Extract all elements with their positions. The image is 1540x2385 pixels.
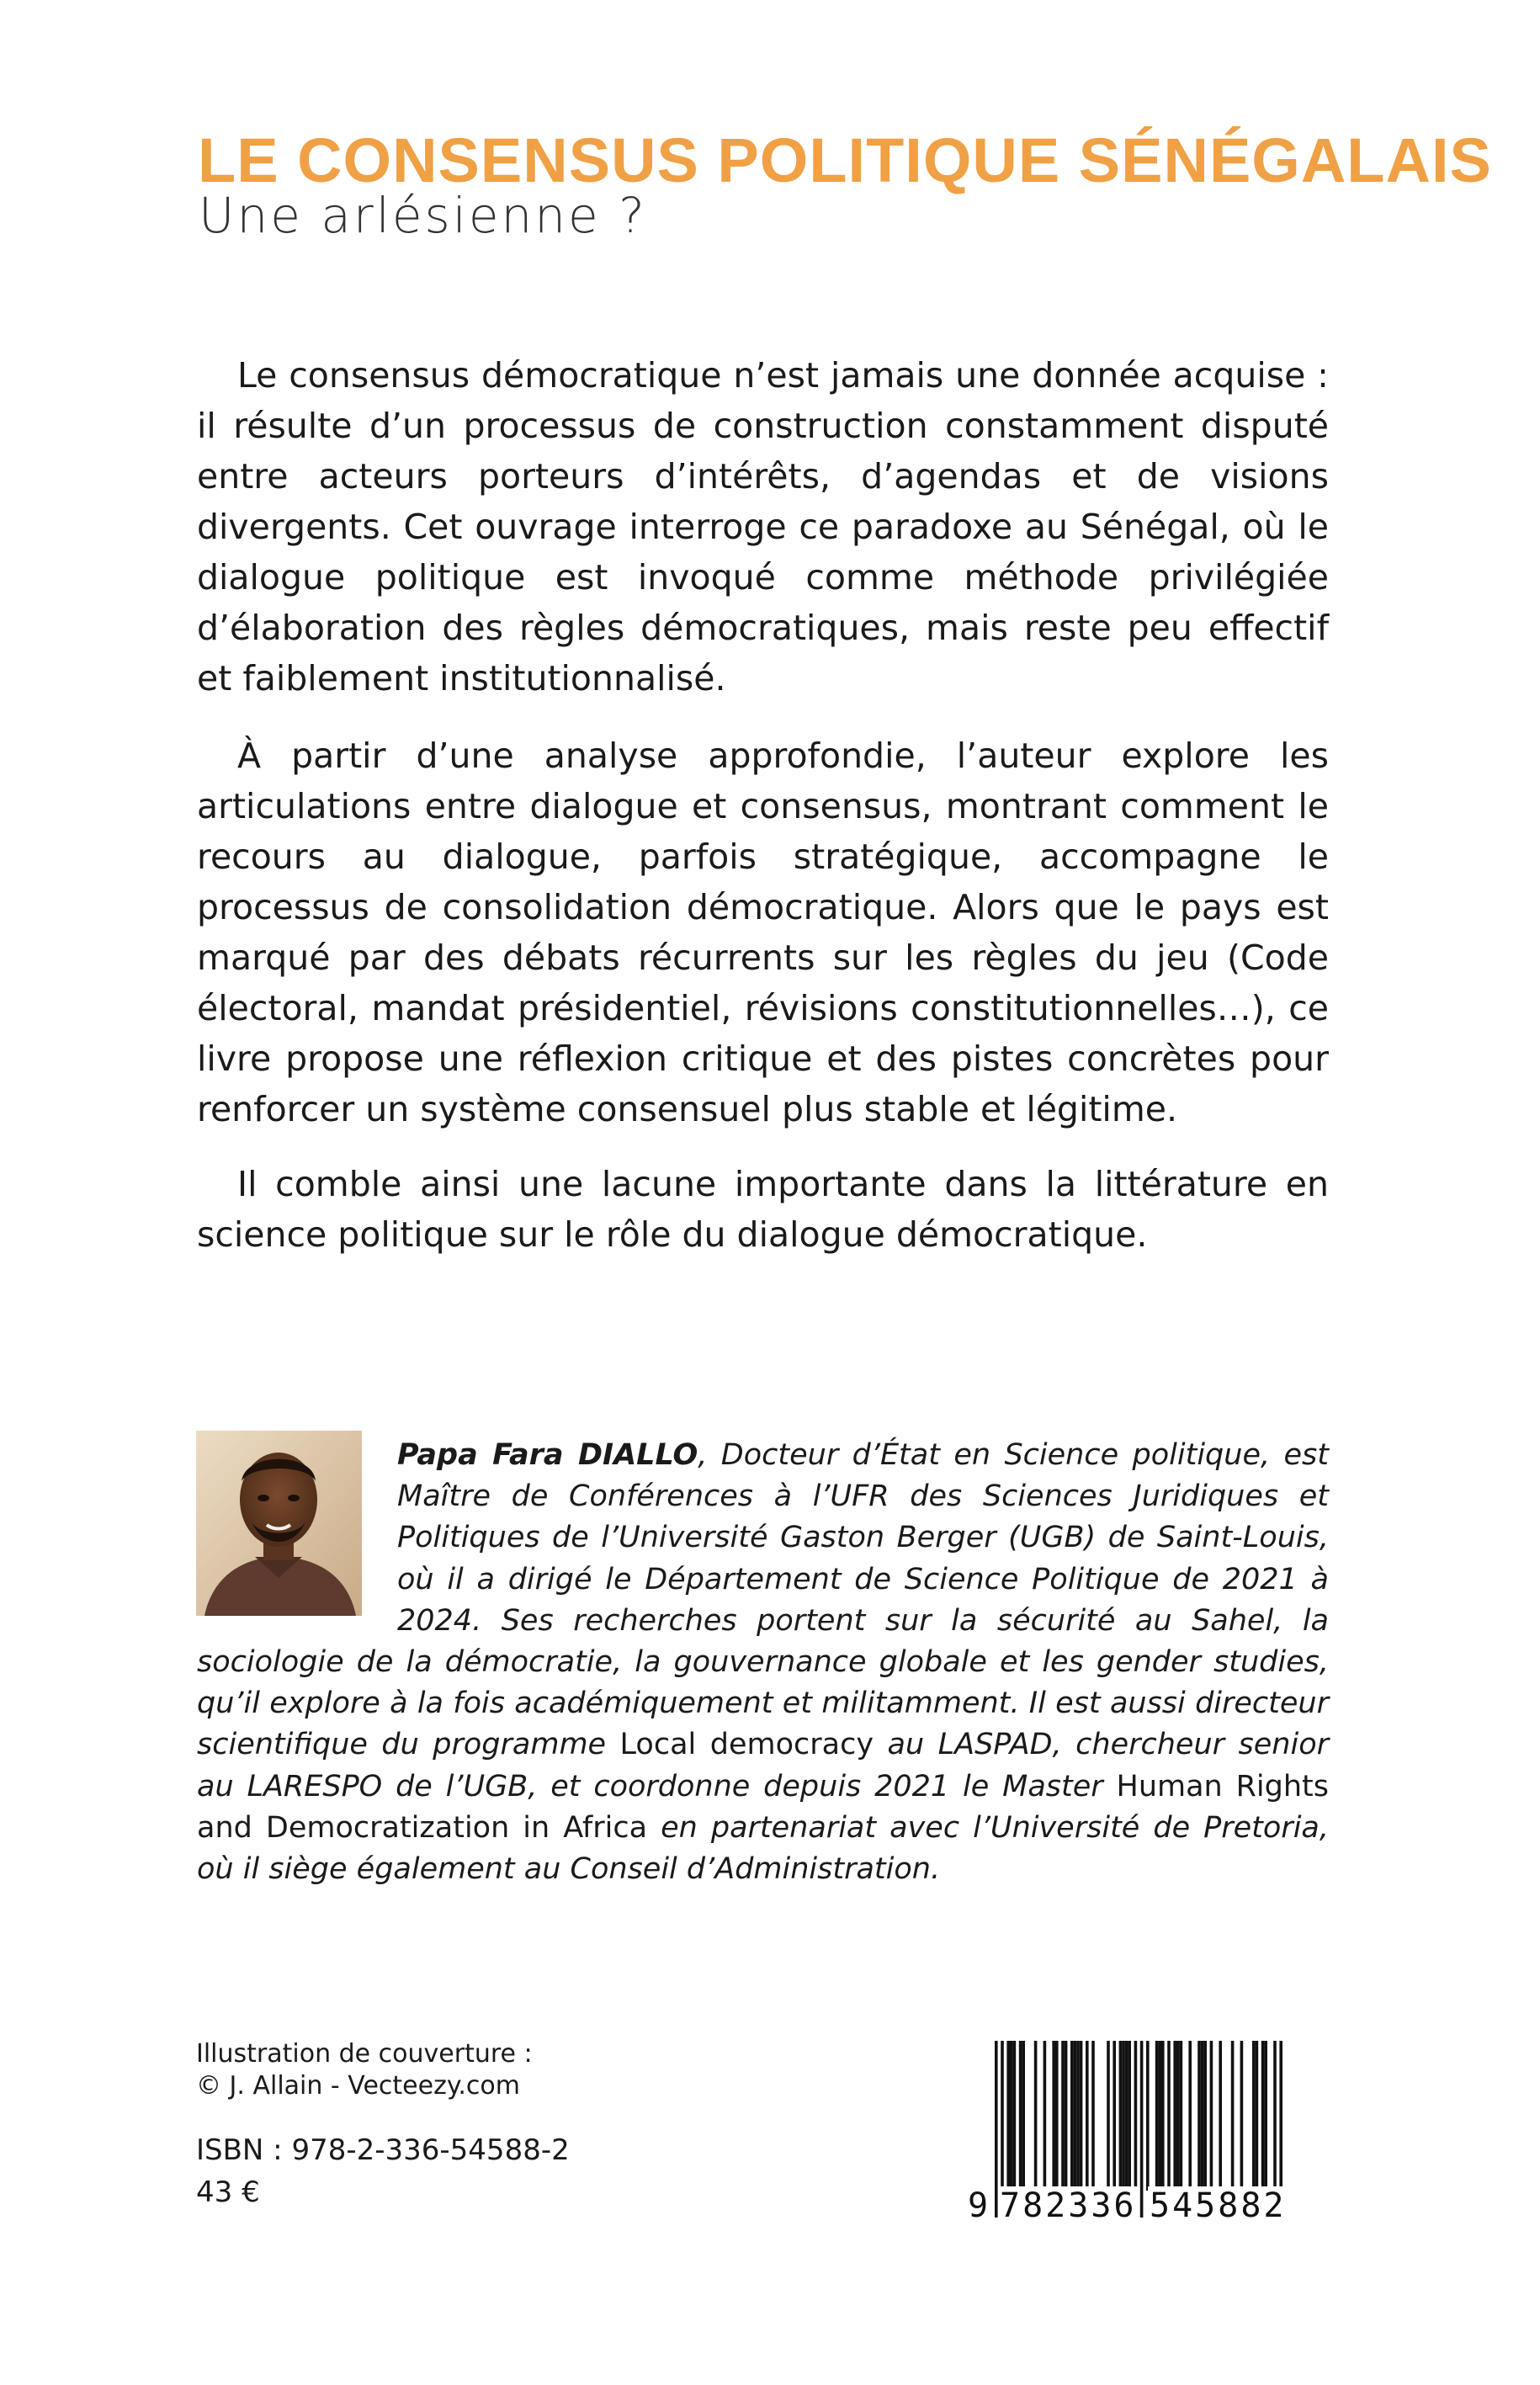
barcode-bar xyxy=(1176,2041,1180,2191)
author-bio-text: , Docteur d’État en Science politique, est Maître de Conférences à l’UFR des Sciences Juridiques et Politiques de l’Université Gaston Berger (UGB) de Saint-Louis, où il a dirigé le Département de Science Politique de 2021 à 2024. Ses recherches portent sur la sécurité au Sahel, la sociologie de la démocratie, la gouvernance globale et les gender studies, qu’il explore à la fois académiquement et militamment. Il est aussi directeur scientifique du programme xyxy=(197,1438,1329,1762)
program-name: Local democracy xyxy=(619,1728,874,1762)
barcode-bar xyxy=(1203,2041,1207,2191)
barcode-bar xyxy=(1188,2041,1192,2191)
barcode-bar xyxy=(1261,2041,1265,2191)
program-name: Human Rights and Democratization in Africa xyxy=(197,1769,1329,1845)
barcode-left-group: 782336 xyxy=(1000,2186,1137,2225)
barcode-bar xyxy=(1070,2041,1074,2191)
barcode-bar xyxy=(1155,2041,1159,2191)
barcode-bar xyxy=(1197,2041,1201,2191)
price: 43 € xyxy=(196,2175,260,2209)
barcode-bar xyxy=(1013,2041,1017,2191)
barcode-bar xyxy=(1146,2041,1150,2191)
barcode-bar xyxy=(1043,2041,1047,2191)
barcode-bar xyxy=(1019,2041,1022,2191)
blurb-paragraph: Le consensus démocratique n’est jamais une donnée acquise : il résulte d’un processus de construction constamment disputé entre acteurs porteurs d’intérêts, d’agendas et de visions divergents. Cet ouvrage interroge ce paradoxe au Sénégal, où le dialogue politique est invoqué comme méthode privilégiée d’élaboration des règles démocratiques, mais reste peu effectif et faiblement institutionnalisé. xyxy=(197,355,1329,699)
barcode-bar xyxy=(1240,2041,1244,2191)
barcode-bar xyxy=(1252,2041,1256,2191)
isbn-block xyxy=(196,2129,570,2213)
barcode-bar xyxy=(1006,2041,1010,2191)
barcode-bar xyxy=(1080,2041,1083,2191)
barcode-bar xyxy=(1034,2041,1038,2191)
barcode-bar xyxy=(1074,2041,1077,2191)
barcode-bar xyxy=(1161,2041,1165,2191)
barcode-bar xyxy=(1173,2041,1176,2191)
barcode-bar xyxy=(1125,2041,1128,2191)
barcode-bar xyxy=(1119,2041,1123,2191)
barcode-bar xyxy=(1122,2041,1125,2191)
author-bio-text: en partenariat avec l’Université de Pretoria, où il siège également au Conseil d’Administration. xyxy=(197,1810,1329,1887)
barcode-bar xyxy=(1201,2041,1204,2191)
barcode-bar xyxy=(1065,2041,1068,2191)
barcode-bar xyxy=(1076,2041,1080,2191)
barcode-first-digit: 9 xyxy=(968,2186,989,2225)
author-name: Papa Fara DIALLO xyxy=(397,1438,698,1472)
author-bio-text: au LASPAD, chercheur senior au LARESPO de l’UGB, et coordonne depuis 2021 le Master xyxy=(197,1728,1329,1803)
isbn-number: ISBN : 978-2-336-54588-2 xyxy=(196,2133,570,2167)
barcode-bar xyxy=(1219,2041,1222,2191)
barcode-bar xyxy=(1180,2041,1183,2191)
blurb-paragraph: Il comble ainsi une lacune importante dans la littérature en science politique sur le rôle du dialogue démocratique. xyxy=(197,1164,1329,1255)
barcode-bar xyxy=(1086,2041,1089,2191)
barcode-right-group: 545882 xyxy=(1150,2186,1287,2225)
cover-credits xyxy=(196,2038,533,2102)
barcode-bar xyxy=(1231,2041,1235,2191)
author-bio xyxy=(197,1435,1329,1890)
barcode-bar xyxy=(1140,2041,1144,2218)
book-subtitle: Une arlésienne ? xyxy=(199,187,647,244)
barcode-bar xyxy=(1022,2041,1025,2191)
barcode-bar xyxy=(1128,2041,1131,2191)
barcode-bar xyxy=(1167,2041,1171,2191)
barcode-bar xyxy=(1052,2041,1055,2191)
barcode-bar xyxy=(1061,2041,1065,2191)
barcode-bar xyxy=(1158,2041,1161,2191)
credits-line: © J. Allain - Vecteezy.com xyxy=(196,2071,520,2101)
blurb-paragraph: À partir d’une analyse approfondie, l’auteur explore les articulations entre dialogue et consensus, montrant comment le recours au dialogue, parfois stratégique, accompagne le processus de consolidation démocratique. Alors que le pays est marqué par des débats récurrents sur les règles du jeu (Code électoral, mandat présidentiel, révisions constitutionnelles…), ce livre propose une réflexion critique et des pistes concrètes pour renforcer un système consensuel plus stable et légitime. xyxy=(197,736,1329,1129)
barcode-bar xyxy=(1091,2041,1095,2191)
credits-line: Illustration de couverture : xyxy=(196,2039,533,2069)
barcode-bar xyxy=(1256,2041,1259,2191)
book-title: LE CONSENSUS POLITIQUE SÉNÉGALAIS xyxy=(198,125,1492,195)
barcode-bar xyxy=(1264,2041,1267,2191)
barcode-bar xyxy=(1210,2041,1213,2191)
barcode-bar xyxy=(1010,2041,1013,2191)
barcode-bar xyxy=(1107,2041,1110,2191)
barcode-bar xyxy=(1055,2041,1059,2191)
barcode-bar xyxy=(1113,2041,1116,2191)
